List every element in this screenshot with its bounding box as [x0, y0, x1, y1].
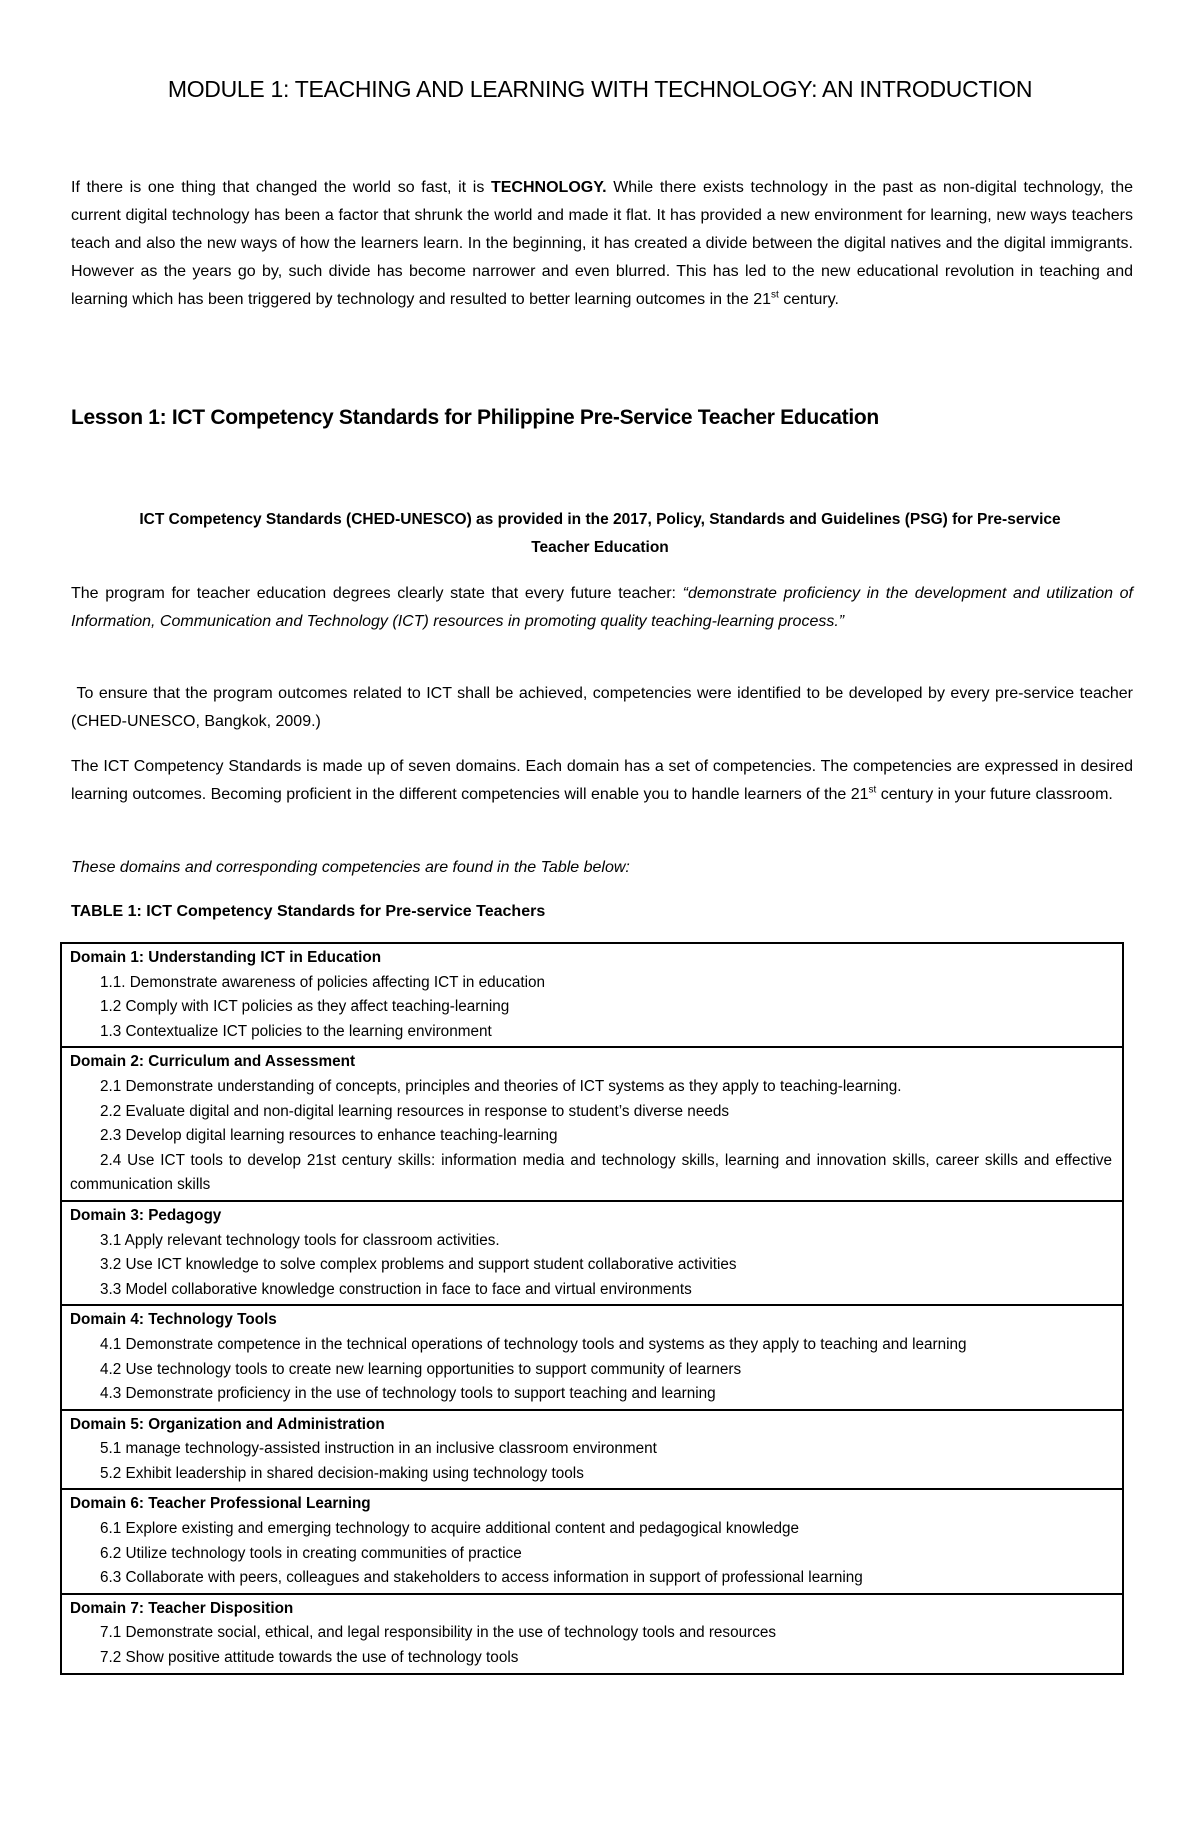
- table-row: [61, 1047, 1123, 1201]
- table-row: [61, 1410, 1123, 1490]
- domain-cell: [61, 1410, 1123, 1490]
- program-text: The program for teacher education degrees clearly state that every future teacher:: [71, 585, 683, 602]
- domain-title: Domain 6: Teacher Professional Learning: [70, 1495, 371, 1513]
- competency-item: 5.1 manage technology-assisted instruction in an inclusive classroom environment: [100, 1440, 657, 1458]
- program-quote: “demonstrate proficiency in the development and utilization of Information, Communication and Technology (ICT) resources in promoting quality teaching-learning process.”: [71, 585, 1133, 630]
- domain-cell: [61, 1047, 1123, 1201]
- domains-paragraph: [71, 753, 1133, 809]
- competency-item: 4.2 Use technology tools to create new learning opportunities to support community of learners: [100, 1360, 742, 1378]
- superscript: st: [771, 289, 779, 301]
- intro-text: century.: [778, 291, 839, 308]
- competency-item: 6.3 Collaborate with peers, colleagues and stakeholders to access information in support of professional learning: [100, 1569, 863, 1587]
- domain-cell: [61, 943, 1123, 1047]
- table-caption: TABLE 1: ICT Competency Standards for Pre-service Teachers: [71, 903, 546, 920]
- competency-item: 5.2 Exhibit leadership in shared decision-making using technology tools: [100, 1464, 584, 1482]
- competency-item: 6.1 Explore existing and emerging technology to acquire additional content and pedagogical knowledge: [100, 1520, 800, 1538]
- competency-item: 1.3 Contextualize ICT policies to the learning environment: [100, 1022, 492, 1040]
- lesson-title: Lesson 1: ICT Competency Standards for Philippine Pre-Service Teacher Education: [71, 406, 879, 429]
- competency-item: 6.2 Utilize technology tools in creating communities of practice: [100, 1544, 522, 1562]
- competency-item: 4.1 Demonstrate competence in the technical operations of technology tools and systems as they apply to teaching and learning: [100, 1335, 967, 1353]
- domain-title: Domain 3: Pedagogy: [70, 1206, 222, 1224]
- competency-item: 2.3 Develop digital learning resources to enhance teaching-learning: [100, 1127, 558, 1145]
- intro-text: If there is one thing that changed the world so fast, it is: [71, 179, 491, 196]
- standards-heading: ICT Competency Standards (CHED-UNESCO) as provided in the 2017, Policy, Standards and Guidelines (PSG) for Pre-service Teacher Education: [139, 511, 1061, 556]
- domain-title: Domain 5: Organization and Administration: [70, 1415, 385, 1433]
- competency-item: 1.1. Demonstrate awareness of policies affecting ICT in education: [100, 973, 545, 991]
- table-row: [61, 1594, 1123, 1674]
- program-paragraph: [71, 580, 1133, 636]
- domain-title: Domain 4: Technology Tools: [70, 1311, 277, 1329]
- table-row: [61, 1489, 1123, 1593]
- competency-item: 3.3 Model collaborative knowledge construction in face to face and virtual environments: [100, 1280, 692, 1298]
- table-row: [61, 1201, 1123, 1305]
- table-row: [61, 943, 1123, 1047]
- domains-text: century in your future classroom.: [876, 786, 1113, 803]
- domain-cell: [61, 1594, 1123, 1674]
- competency-item: 2.1 Demonstrate understanding of concepts, principles and theories of ICT systems as they apply to teaching-learning.: [100, 1077, 902, 1095]
- module-title: MODULE 1: TEACHING AND LEARNING WITH TECHNOLOGY: AN INTRODUCTION: [167, 76, 1033, 102]
- competency-item: 7.2 Show positive attitude towards the use of technology tools: [100, 1649, 519, 1667]
- domain-cell: [61, 1305, 1123, 1409]
- intro-paragraph: [71, 174, 1133, 314]
- competency-item: 3.1 Apply relevant technology tools for classroom activities.: [100, 1231, 500, 1249]
- domain-title: Domain 2: Curriculum and Assessment: [70, 1053, 356, 1071]
- competency-item: 3.2 Use ICT knowledge to solve complex problems and support student collaborative activities: [100, 1256, 737, 1274]
- competency-item: 7.1 Demonstrate social, ethical, and legal responsibility in the use of technology tools and resources: [100, 1624, 776, 1642]
- competency-item: 1.2 Comply with ICT policies as they affect teaching-learning: [100, 998, 510, 1016]
- domain-cell: [61, 1201, 1123, 1305]
- superscript: st: [868, 784, 877, 796]
- competency-table: [60, 942, 1124, 1675]
- domain-title: Domain 7: Teacher Disposition: [70, 1599, 294, 1617]
- competency-item: 2.2 Evaluate digital and non-digital learning resources in response to student’s diverse needs: [100, 1102, 729, 1120]
- ensure-paragraph: To ensure that the program outcomes related to ICT shall be achieved, competencies were identified to be developed by every pre-service teacher (CHED-UNESCO, Bangkok, 2009.): [71, 685, 1138, 730]
- table-row: [61, 1305, 1123, 1409]
- competency-item: 4.3 Demonstrate proficiency in the use of technology tools to support teaching and learning: [100, 1385, 716, 1403]
- domain-title: Domain 1: Understanding ICT in Education: [70, 949, 382, 966]
- competency-item: 2.4 Use ICT tools to develop 21st century skills: information media and technology skills, learning and innovation skills, career skills and effective communication skills: [70, 1151, 1112, 1194]
- intro-bold: TECHNOLOGY.: [490, 179, 607, 196]
- intro-text: While there exists technology in the past as non-digital technology, the current digital technology has been a factor that shrunk the world and made it flat. It has provided a new environment for learning, new ways teachers teach and also the new ways of how the learners learn. In the beginning, it has created a divide between the digital natives and the digital immigrants. However as the years go by, such divide has become narrower and even blurred. This has led to the new educational revolution in teaching and learning which has been triggered by technology and resulted to better learning outcomes in the 21: [71, 179, 1133, 308]
- domains-text: The ICT Competency Standards is made up of seven domains. Each domain has a set of competencies. The competencies are expressed in desired learning outcomes. Becoming proficient in the different competencies will enable you to handle learners of the 21: [71, 758, 1133, 803]
- domain-cell: [61, 1489, 1123, 1593]
- table-intro: These domains and corresponding competencies are found in the Table below:: [71, 859, 630, 876]
